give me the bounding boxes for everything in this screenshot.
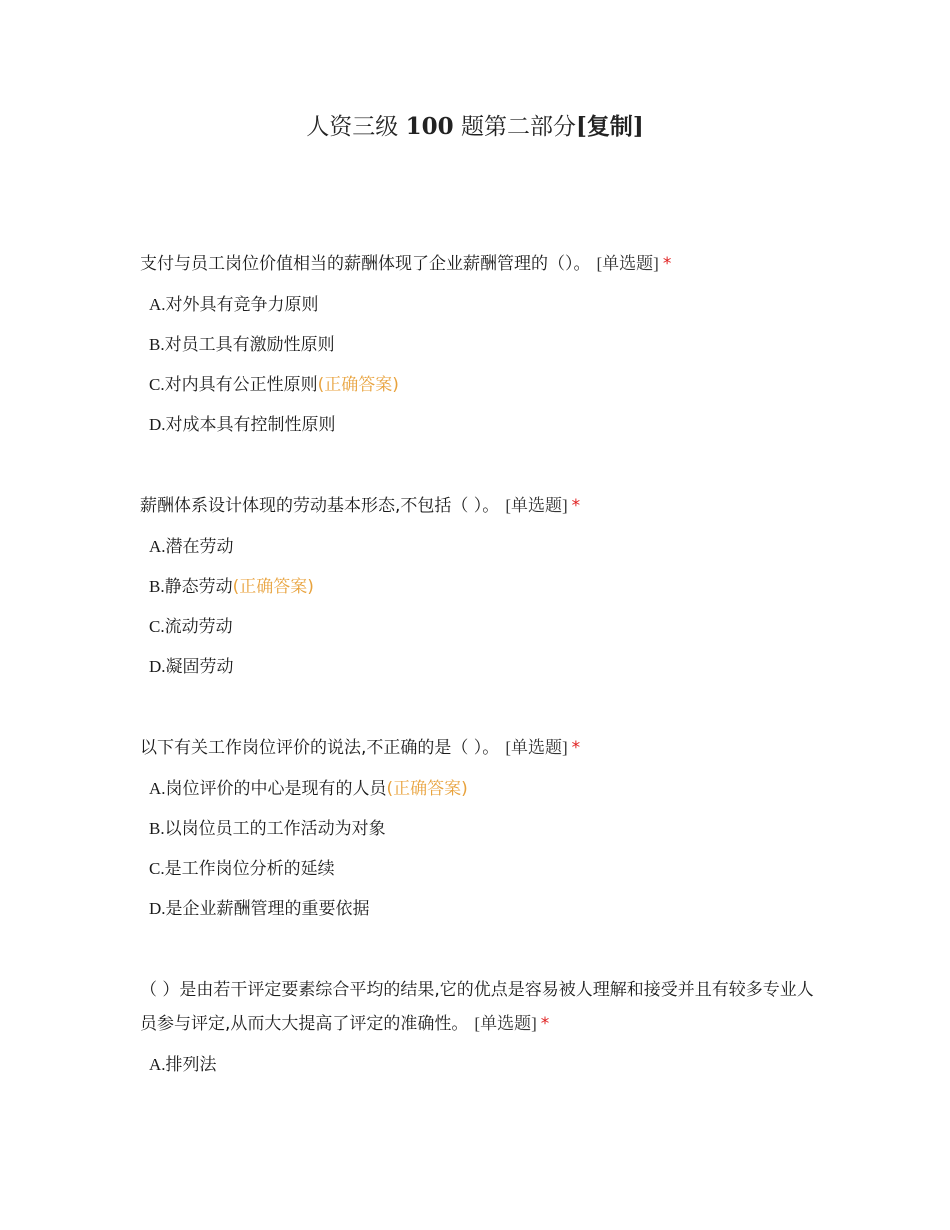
question-stem: 支付与员工岗位价值相当的薪酬体现了企业薪酬管理的（）。 [140, 254, 591, 274]
option-letter: A. [149, 537, 166, 556]
option-d[interactable] [149, 405, 820, 445]
option-letter: B. [149, 577, 165, 596]
option-text: 静态劳动 [164, 577, 233, 597]
option-a[interactable] [149, 285, 820, 325]
question-type-tag: [单选题] [505, 738, 568, 757]
option-c[interactable] [149, 607, 820, 647]
question-1 [140, 247, 820, 445]
title-part1: 人资三级 [306, 114, 399, 140]
option-text: 排列法 [165, 1055, 217, 1075]
question-text [140, 247, 820, 281]
option-letter: D. [149, 415, 166, 434]
question-stem: 薪酬体系设计体现的劳动基本形态,不包括（ ）。 [140, 496, 500, 516]
option-letter: D. [149, 899, 166, 918]
option-letter: B. [149, 819, 165, 838]
page-title [0, 108, 950, 141]
option-c[interactable] [149, 365, 820, 405]
option-text: 对员工具有激励性原则 [164, 335, 335, 355]
option-letter: D. [149, 657, 166, 676]
required-marker: * [662, 254, 672, 274]
option-letter: C. [149, 859, 165, 878]
question-4 [140, 973, 820, 1085]
option-text: 凝固劳动 [165, 657, 234, 677]
option-a[interactable] [149, 527, 820, 567]
question-3 [140, 731, 820, 929]
option-b[interactable] [149, 567, 820, 607]
correct-answer-label: (正确答案) [232, 577, 314, 597]
required-marker: * [571, 738, 581, 758]
question-stem: （ ）是由若干评定要素综合平均的结果,它的优点是容易被人理解和接受并且有较多专业人员参与评定,从而大大提高了评定的准确性。 [140, 980, 814, 1034]
correct-answer-label: (正确答案) [386, 779, 468, 799]
copy-link[interactable]: [复制] [575, 113, 644, 140]
option-letter: C. [149, 375, 165, 394]
option-text: 对成本具有控制性原则 [165, 415, 336, 435]
question-stem: 以下有关工作岗位评价的说法,不正确的是（ ）。 [140, 738, 500, 758]
option-list [140, 285, 820, 445]
option-d[interactable] [149, 647, 820, 687]
required-marker: * [571, 496, 581, 516]
question-type-tag: [单选题] [505, 496, 568, 515]
option-b[interactable] [149, 809, 820, 849]
option-text: 潜在劳动 [165, 537, 234, 557]
required-marker: * [540, 1014, 550, 1034]
title-part2: 题第二部分 [460, 114, 576, 140]
option-text: 以岗位员工的工作活动为对象 [164, 819, 386, 839]
option-list [140, 769, 820, 929]
question-type-tag: [单选题] [596, 254, 659, 273]
option-letter: A. [149, 779, 166, 798]
option-c[interactable] [149, 849, 820, 889]
question-text [140, 489, 820, 523]
option-list [140, 1045, 820, 1085]
option-text: 对内具有公正性原则 [164, 375, 318, 395]
option-letter: A. [149, 295, 166, 314]
option-a[interactable] [149, 1045, 820, 1085]
option-text: 是工作岗位分析的延续 [164, 859, 335, 879]
option-b[interactable] [149, 325, 820, 365]
option-a[interactable] [149, 769, 820, 809]
option-text: 流动劳动 [164, 617, 233, 637]
option-text: 岗位评价的中心是现有的人员 [165, 779, 387, 799]
correct-answer-label: (正确答案) [317, 375, 399, 395]
title-number: 100 [405, 113, 454, 140]
option-text: 是企业薪酬管理的重要依据 [165, 899, 370, 919]
option-list [140, 527, 820, 687]
option-letter: B. [149, 335, 165, 354]
option-d[interactable] [149, 889, 820, 929]
option-letter: C. [149, 617, 165, 636]
option-text: 对外具有竞争力原则 [165, 295, 319, 315]
question-text [140, 731, 820, 765]
option-letter: A. [149, 1055, 166, 1074]
question-type-tag: [单选题] [474, 1014, 537, 1033]
question-text [140, 973, 820, 1041]
question-2 [140, 489, 820, 687]
